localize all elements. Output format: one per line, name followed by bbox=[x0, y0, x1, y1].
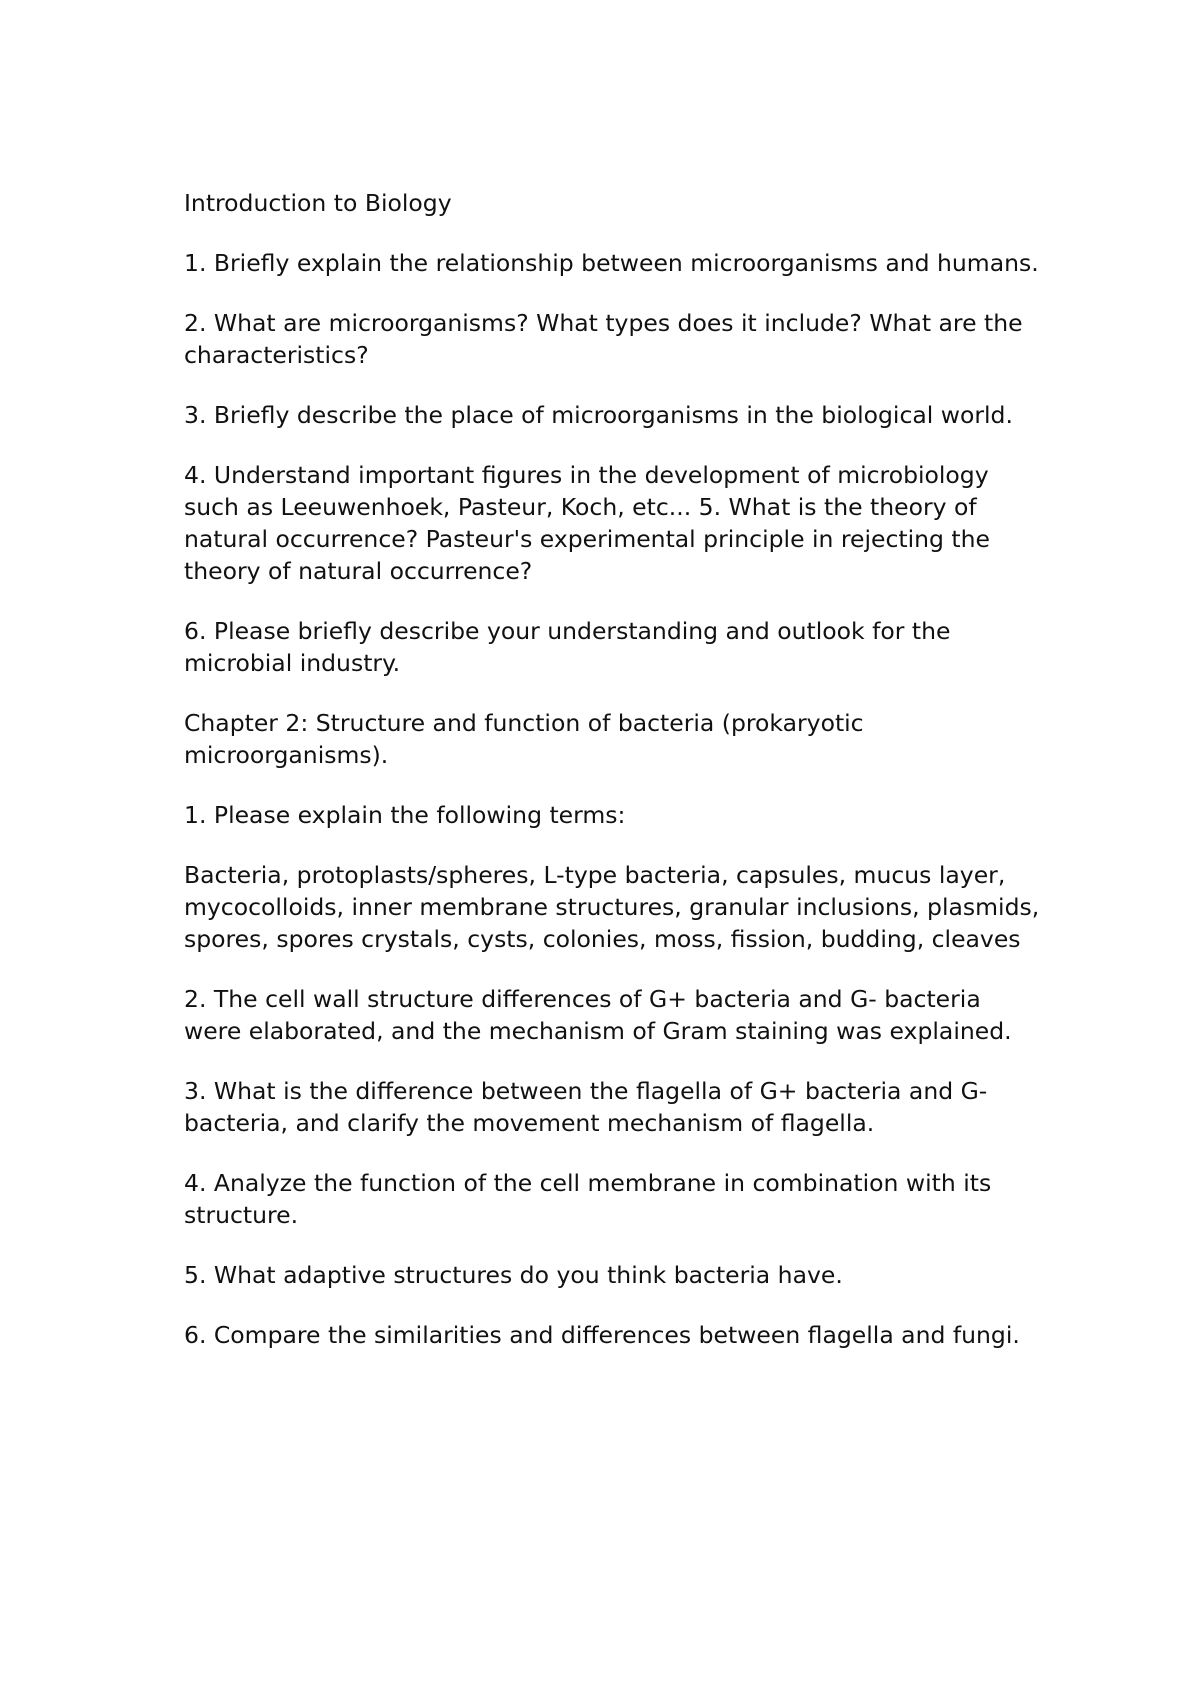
question-4-5: 4. Understand important figures in the development of microbiology such as Leeuwenhoek, Pasteur, Koch, etc... 5. What is the theory of natural occurrence? Pasteur's experimental principle in rejecting the theory of natural occurrence? bbox=[184, 461, 990, 585]
chapter-2-heading: Chapter 2: Structure and function of bacteria (prokaryotic microorganisms). bbox=[184, 709, 864, 769]
question-6: 6. Please briefly describe your understanding and outlook for the microbial industry. bbox=[184, 617, 951, 677]
chapter-2-question-4: 4. Analyze the function of the cell membrane in combination with its structure. bbox=[184, 1169, 992, 1229]
chapter-2-question-5: 5. What adaptive structures do you think bacteria have. bbox=[184, 1261, 843, 1289]
terms-list: Bacteria, protoplasts/spheres, L-type bacteria, capsules, mucus layer, mycocolloids, inner membrane structures, granular inclusions, plasmids, spores, spores crystals, cysts, colonies, moss, fission, budding, cleaves bbox=[184, 861, 1040, 953]
question-1: 1. Briefly explain the relationship between microorganisms and humans. bbox=[184, 249, 1039, 277]
chapter-2-question-6: 6. Compare the similarities and differences between flagella and fungi. bbox=[184, 1321, 1020, 1349]
document-title: Introduction to Biology bbox=[184, 189, 452, 217]
chapter-2-question-3: 3. What is the difference between the flagella of G+ bacteria and G- bacteria, and clarify the movement mechanism of flagella. bbox=[184, 1077, 988, 1137]
question-2: 2. What are microorganisms? What types does it include? What are the characteristics? bbox=[184, 309, 1023, 369]
chapter-2-question-1: 1. Please explain the following terms: bbox=[184, 801, 626, 829]
chapter-2-question-2: 2. The cell wall structure differences of G+ bacteria and G- bacteria were elaborated, and the mechanism of Gram staining was explained. bbox=[184, 985, 1012, 1045]
document-body bbox=[184, 187, 1044, 1379]
question-3: 3. Briefly describe the place of microorganisms in the biological world. bbox=[184, 401, 1013, 429]
